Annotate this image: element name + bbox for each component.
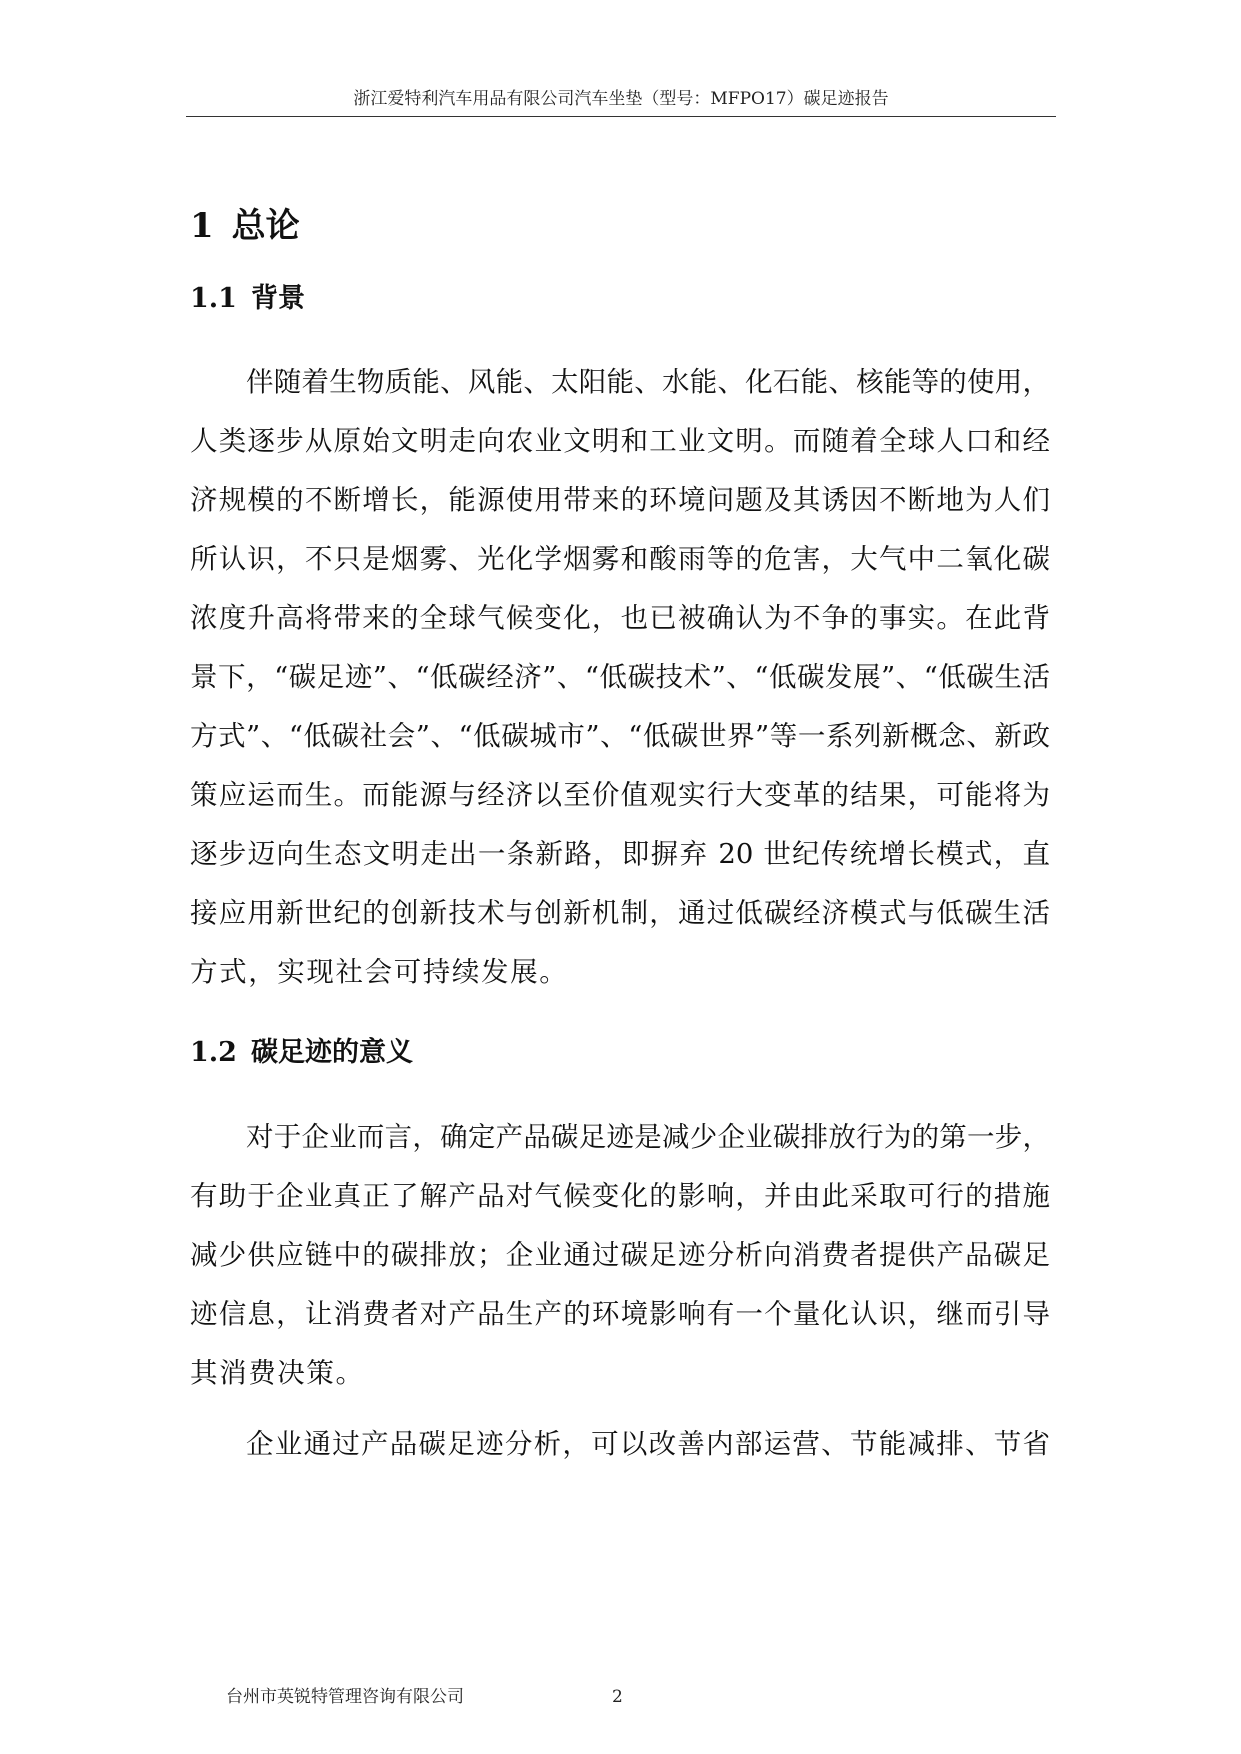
paragraph-line: 接应用新世纪的创新技术与创新机制，通过低碳经济模式与低碳生活 [190,897,1050,929]
section-1-1-heading [190,279,305,319]
paragraph-line: 方式，实现社会可持续发展。 [190,956,569,988]
paragraph-line: 策应运而生。而能源与经济以至价值观实行大变革的结果，可能将为 [190,779,1050,811]
paragraph-line: 有助于企业真正了解产品对气候变化的影响，并由此采取可行的措施 [190,1180,1050,1212]
section-1-1-number: 1.1 [190,283,237,314]
paragraph-line: 济规模的不断增长，能源使用带来的环境问题及其诱因不断地为人们 [190,484,1050,516]
paragraph-line: 所认识，不只是烟雾、光化学烟雾和酸雨等的危害，大气中二氧化碳 [190,543,1050,575]
paragraph-line: 人类逐步从原始文明走向农业文明和工业文明。而随着全球人口和经 [190,425,1050,457]
paragraph-line: 对于企业而言，确定产品碳足迹是减少企业碳排放行为的第一步， [246,1121,1050,1153]
section-1-heading [190,202,300,250]
paragraph-line: 迹信息，让消费者对产品生产的环境影响有一个量化认识，继而引导 [190,1298,1050,1330]
paragraph-line: 企业通过产品碳足迹分析，可以改善内部运营、节能减排、节省 [246,1428,1050,1460]
section-1-number: 1 [190,206,214,246]
section-1-2-title: 碳足迹的意义 [250,1037,413,1068]
footer-company: 台州市英锐特管理咨询有限公司 [226,1687,464,1707]
paragraph-line: 景下，“碳足迹”、“低碳经济”、“低碳技术”、“低碳发展”、“低碳生活 [190,661,1050,693]
section-1-2-number: 1.2 [190,1037,237,1068]
paragraph-line: 浓度升高将带来的全球气候变化，也已被确认为不争的事实。在此背 [190,602,1050,634]
section-1-2-heading [190,1033,413,1073]
paragraph-line: 伴随着生物质能、风能、太阳能、水能、化石能、核能等的使用， [246,366,1050,398]
paragraph-line: 其消费决策。 [190,1357,365,1389]
footer-page-number: 2 [612,1687,623,1707]
section-1-1-title: 背景 [250,283,305,314]
header-divider [186,116,1056,117]
paragraph-line: 减少供应链中的碳排放；企业通过碳足迹分析向消费者提供产品碳足 [190,1239,1050,1271]
paragraph-line: 逐步迈向生态文明走出一条新路，即摒弃 20 世纪传统增长模式，直 [190,838,1050,870]
page-header-title: 浙江爱特利汽车用品有限公司汽车坐垫（型号：MFPO17）碳足迹报告 [353,89,889,109]
section-1-title: 总论 [231,206,300,246]
paragraph-line: 方式”、“低碳社会”、“低碳城市”、“低碳世界”等一系列新概念、新政 [190,720,1050,752]
